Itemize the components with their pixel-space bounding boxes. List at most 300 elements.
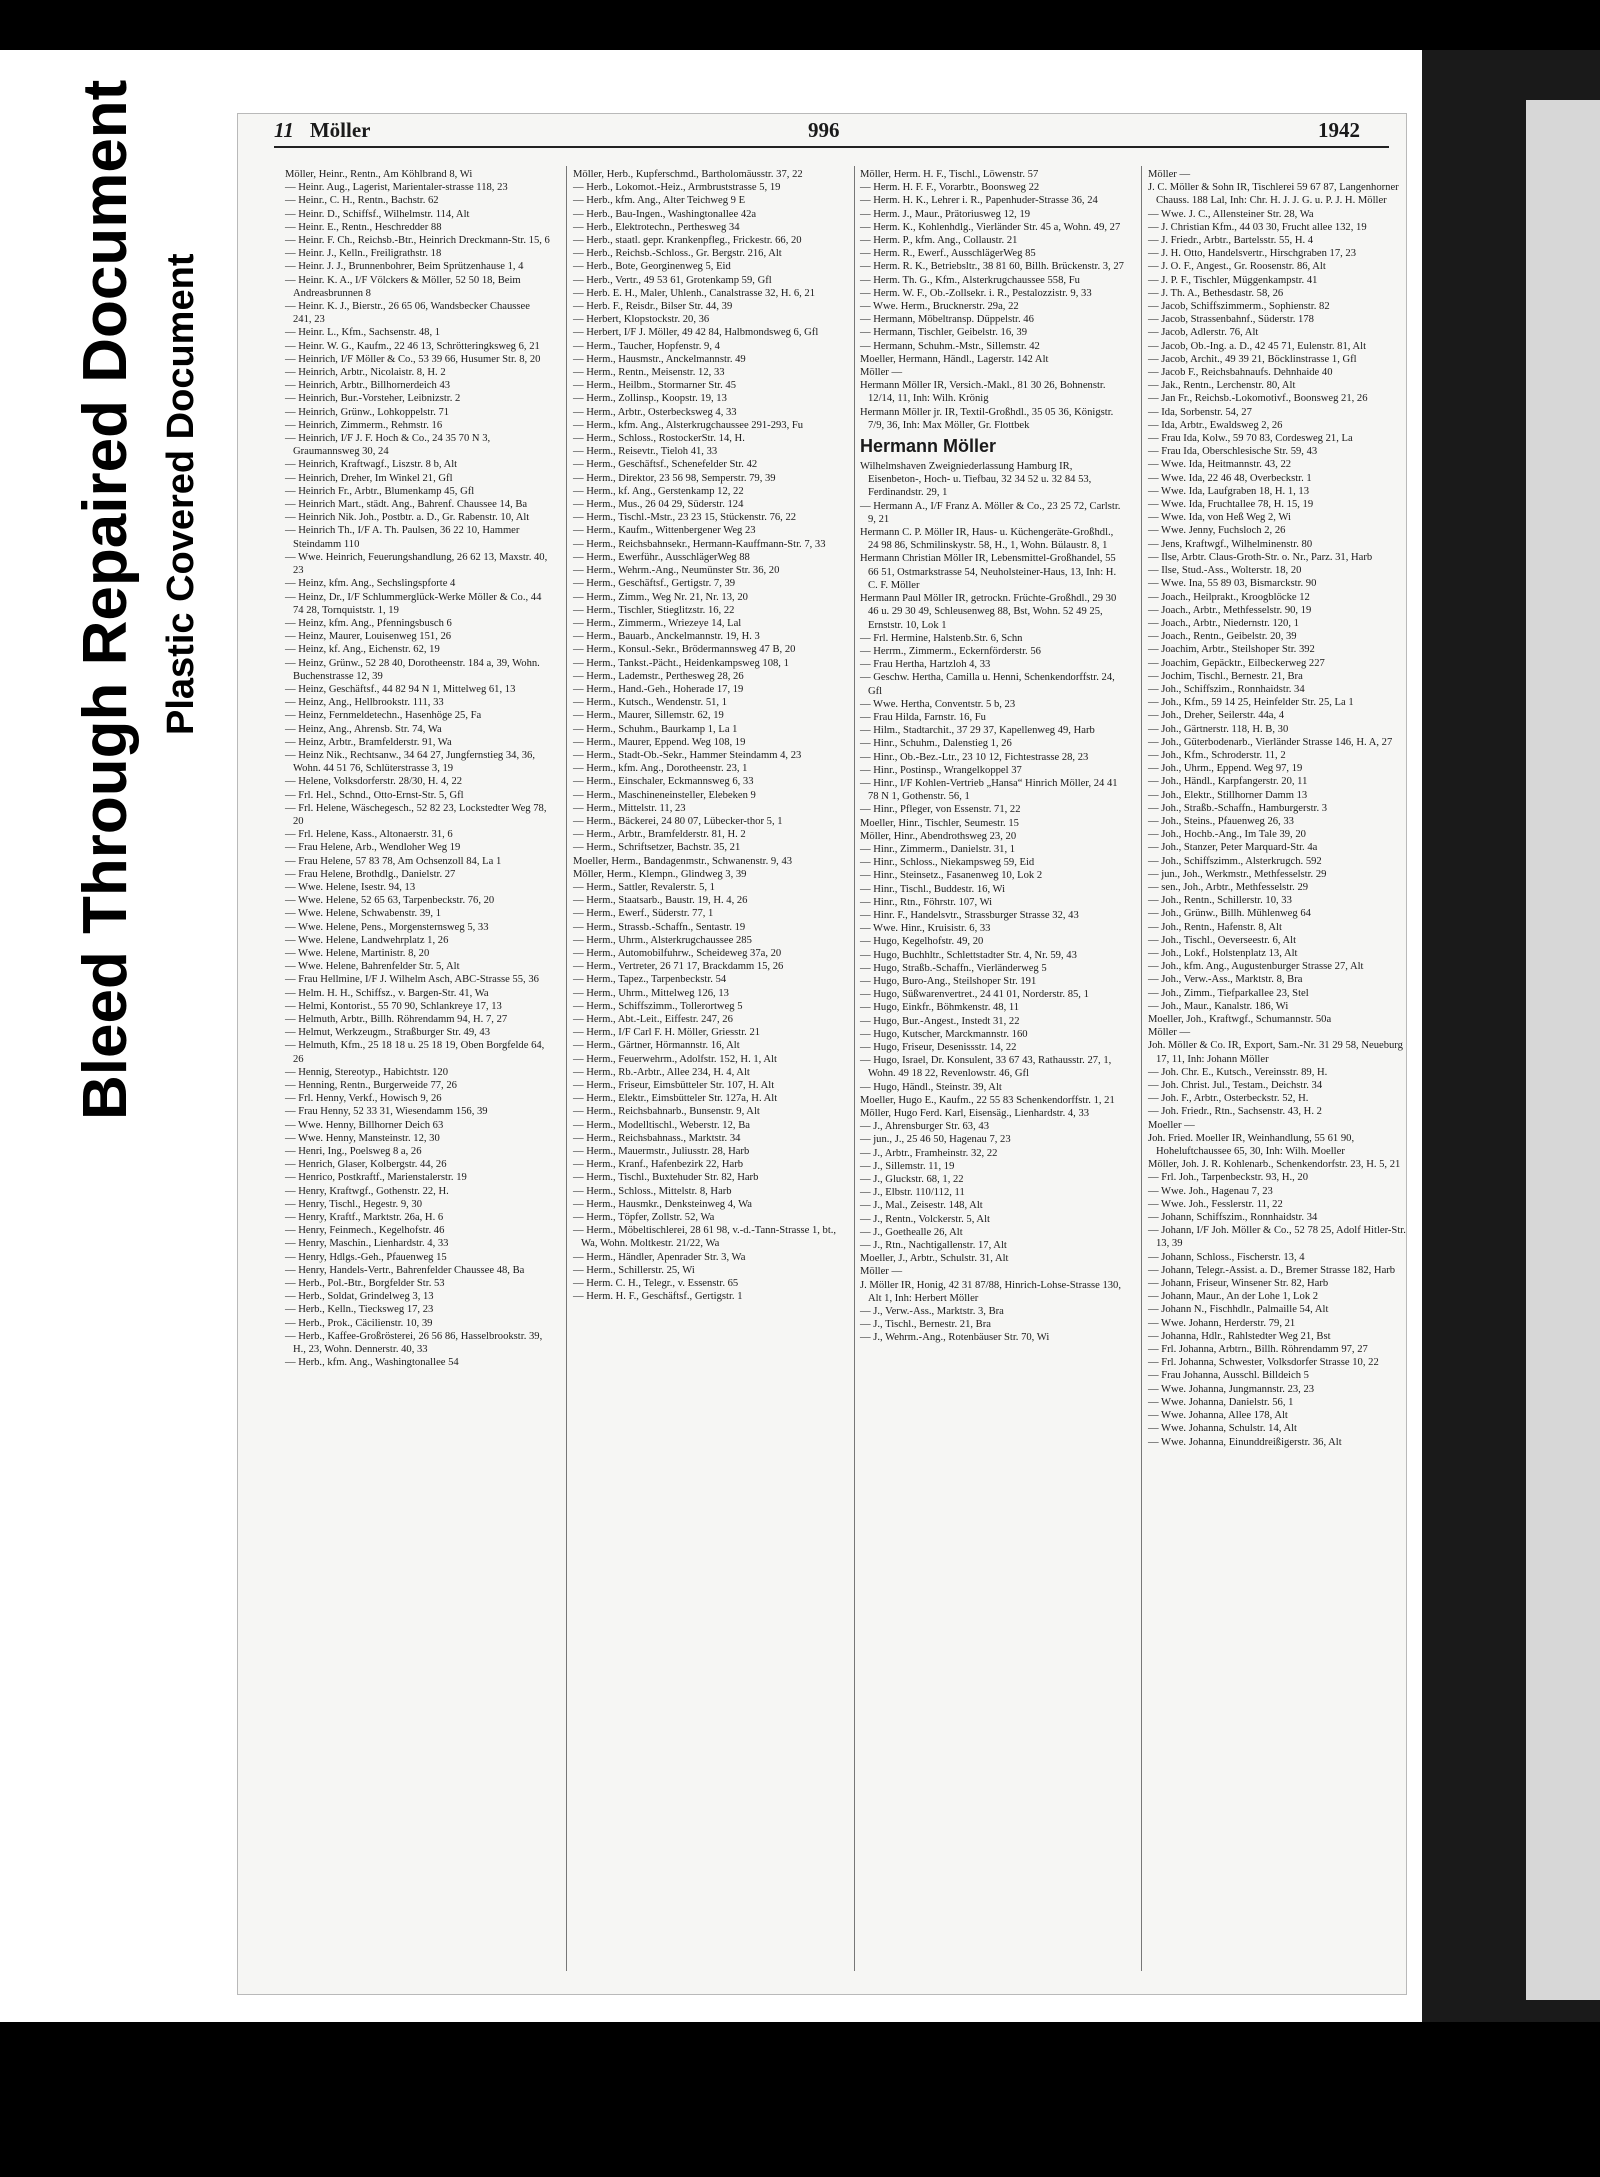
directory-entry: — Wwe. Johanna, Einunddreißigerstr. 36, Alt	[1148, 1436, 1342, 1448]
directory-entry: — Hugo, Friseur, Desenissstr. 14, 22	[860, 1042, 1017, 1053]
directory-entry: — Herm., Reichsbahnsekr., Hermann-Kauffmann-Str. 7, 33	[573, 538, 826, 550]
directory-entry: — Heinz, kfm. Ang., Pfenningsbusch 6	[285, 617, 452, 629]
directory-entry: — Herb., Kaffee-Großrösterei, 26 56 86, Hasselbrookstr. 39, H., 23, Wohn. Dennerstr. 40, 33	[285, 1330, 543, 1356]
directory-entry: — Wwe. Helene, Schwabenstr. 39, 1	[285, 908, 442, 920]
directory-entry: — Herm., Elektr., Eimsbütteler Str. 127a, H. Alt	[573, 1093, 778, 1105]
directory-entry: — Herm. R., Ewerf., AusschlägerWeg 85	[860, 248, 1036, 260]
directory-entry: — Helmuth, Arbtr., Billh. Röhrendamm 94, H. 7, 27	[285, 1014, 508, 1025]
directory-entry: — Wwe. Helene, Martinistr. 8, 20	[285, 947, 430, 959]
directory-entry: — Helene, Volksdorferstr. 28/30, H. 4, 22	[285, 776, 463, 788]
directory-entry: — Herm., Lademstr., Perthesweg 28, 26	[573, 670, 744, 682]
directory-entry: — Frl. Johanna, Schwester, Volksdorfer Strasse 10, 22	[1148, 1357, 1379, 1369]
directory-entry: — Jacob F., Reichsbahnaufs. Dehnhaide 40	[1148, 367, 1333, 379]
directory-entry: — Herm., Händler, Apenrader Str. 3, Wa	[573, 1251, 746, 1263]
directory-entry: — Herm., Tapez., Tarpenbeckstr. 54	[573, 974, 727, 986]
directory-entry: — J., Wehrm.-Ang., Rotenbäuser Str. 70, Wi	[860, 1332, 1050, 1344]
directory-entry: — Herm., Abt.-Leit., Eiffestr. 247, 26	[573, 1014, 733, 1025]
directory-entry: — Herb., kfm. Ang., Alter Teichweg 9 E	[573, 195, 746, 207]
directory-entry: — Herb. F., Reisdr., Bilser Str. 44, 39	[573, 301, 733, 313]
directory-entry: — Herb., Lokomot.-Heiz., Armbruststrasse 5, 19	[573, 182, 781, 194]
directory-entry: — Herm., Tischler, Stieglitzstr. 16, 22	[573, 604, 735, 616]
directory-entry: — J. H. Otto, Handelsvertr., Hirschgraben 17, 23	[1148, 248, 1357, 260]
directory-entry: — Frau Hertha, Hartzloh 4, 33	[860, 659, 991, 671]
directory-entry: — Herm. K., Kohlenhdlg., Vierländer Str. 45 a, Wohn. 49, 27	[860, 221, 1121, 233]
directory-entry: — Wwe. Jenny, Fuchsloch 2, 26	[1148, 525, 1286, 537]
directory-entry: Möller, Herm. H. F., Tischl., Löwenstr. 57	[860, 169, 1039, 180]
directory-entry: — J., Sillemstr. 11, 19	[860, 1160, 955, 1172]
directory-entry: — Joh. Christ. Jul., Testam., Deichstr. 34	[1148, 1080, 1323, 1092]
directory-entry: — Heinz, Ang., Ahrensb. Str. 74, Wa	[285, 723, 442, 735]
directory-entry: — Heinr., C. H., Rentn., Bachstr. 62	[285, 195, 439, 207]
directory-entry: — Herb., Reichsb.-Schloss., Gr. Bergstr. 216, Alt	[573, 248, 782, 260]
directory-entry: — Johann, Schiffszim., Ronnhaidstr. 34	[1148, 1212, 1318, 1224]
directory-entry: — Henning, Rentn., Burgerweide 77, 26	[285, 1080, 457, 1092]
directory-entry: — Hinr., Zimmerm., Danielstr. 31, 1	[860, 843, 1016, 855]
directory-entry: — Herm., Ewerf., Süderstr. 77, 1	[573, 908, 714, 920]
directory-entry: — Joh., kfm. Ang., Augustenburger Strasse 27, Alt	[1148, 961, 1364, 973]
directory-entry: Moeller, J., Arbtr., Schulstr. 31, Alt	[860, 1253, 1009, 1265]
directory-entry: — Herm., Zollinsp., Koopstr. 19, 13	[573, 393, 727, 405]
directory-entry: — Johann, Schloss., Fischerstr. 13, 4	[1148, 1251, 1305, 1263]
directory-entry: — Jak., Rentn., Lerchenstr. 80, Alt	[1148, 380, 1296, 392]
directory-entry: — Herm., Hausmstr., Anckelmannstr. 49	[573, 353, 746, 365]
directory-entry: — Herm., Reichsbahnarb., Bunsenstr. 9, Alt	[573, 1106, 760, 1118]
directory-entry: — Herm. Th. G., Kfm., Alsterkrugchaussee 558, Fu	[860, 274, 1080, 286]
directory-entry: — Herm., Ewerführ., AusschlägerWeg 88	[573, 551, 750, 563]
directory-entry: — Helm. H. H., Schiffsz., v. Bargen-Str. 41, Wa	[285, 987, 489, 999]
directory-entry: — Henry, Feinmech., Kegelhofstr. 46	[285, 1225, 445, 1237]
directory-entry: — Wwe. Ina, 55 89 03, Bismarckstr. 90	[1148, 578, 1317, 590]
directory-entry: — Herm., Schloss., Mittelstr. 8, Harb	[573, 1185, 732, 1197]
directory-entry: — J., Tischl., Bernestr. 21, Bra	[860, 1319, 991, 1331]
directory-entry: — Frl. Hermine, Halstenb.Str. 6, Schn	[860, 632, 1023, 644]
directory-entry: — Frl. Henny, Verkf., Howisch 9, 26	[285, 1093, 442, 1105]
directory-entry: — Herm., Gärtner, Hörmannstr. 16, Alt	[573, 1040, 740, 1052]
directory-entry: — Frau Johanna, Ausschl. Billdeich 5	[1148, 1370, 1309, 1382]
surname-heading: Möller	[309, 118, 371, 142]
directory-entry: — Herm., Strassb.-Schaffn., Sentastr. 19	[573, 921, 746, 933]
directory-entry: — Herm., Möbeltischlerei, 28 61 98, v.-d.-Tann-Strasse 1, bt., Wa, Wohn. Moltkestr. 21/22, Wa	[573, 1225, 837, 1250]
column-divider	[566, 166, 567, 1971]
directory-entry: — Heinr. F. Ch., Reichsb.-Btr., Heinrich Dreckmann-Str. 15, 6	[285, 235, 550, 247]
directory-entry: — Herm., Geschäftsf., Gertigstr. 7, 39	[573, 578, 736, 590]
directory-entry: — Herm., Kaufm., Wittenbergener Weg 23	[573, 525, 756, 537]
directory-entry: — Heinr. K. J., Bierstr., 26 65 06, Wandsbecker Chaussee 241, 23	[285, 301, 530, 326]
directory-entry: — Herb., Prok., Cäcilienstr. 10, 39	[285, 1317, 433, 1329]
directory-entry: Moeller, Joh., Kraftwgf., Schumannstr. 50a	[1148, 1014, 1332, 1025]
directory-entry: — Herm. H. K., Lehrer i. R., Papenhuder-Strasse 36, 24	[860, 195, 1098, 207]
directory-entry: — Herb., Bote, Georginenweg 5, Eid	[573, 261, 731, 273]
directory-entry: — Joh., Stanzer, Peter Marquard-Str. 4a	[1148, 842, 1318, 854]
directory-entry: — Herm., Modelltischl., Weberstr. 12, Ba	[573, 1119, 750, 1131]
directory-entry: — Herm., Mittelstr. 11, 23	[573, 802, 686, 814]
directory-entry: — Joh., Lokf., Holstenplatz 13, Alt	[1148, 947, 1298, 959]
directory-entry: — Hinr. F., Handelsvtr., Strassburger Strasse 32, 43	[860, 909, 1079, 921]
directory-entry: — Ida, Sorbenstr. 54, 27	[1148, 406, 1252, 418]
directory-entry: — Hugo, Kutscher, Marckmannstr. 160	[860, 1028, 1028, 1040]
directory-entry: — Herrm., Zimmerm., Eckernförderstr. 56	[860, 645, 1041, 657]
directory-entry: — Wwe. Herm., Brucknerstr. 29a, 22	[860, 301, 1019, 313]
directory-entry: — Herm., Automobilfuhrw., Scheideweg 37a, 20	[573, 947, 782, 959]
directory-entry: — Joh. Chr. E., Kutsch., Vereinsstr. 89, H.	[1148, 1066, 1328, 1078]
directory-entry: — Herb., Bau-Ingen., Washingtonallee 42a	[573, 208, 757, 220]
year: 1942	[1318, 118, 1360, 142]
directory-entry: — Herm., Kranf., Hafenbezirk 22, Harb	[573, 1159, 744, 1171]
directory-entry: — Herm., Bäckerei, 24 80 07, Lübecker-thor 5, 1	[573, 815, 783, 827]
directory-entry: — Herm., Uhrm., Mittelweg 126, 13	[573, 987, 729, 999]
directory-entry: — Frl. Joh., Tarpenbeckstr. 93, H., 20	[1148, 1172, 1309, 1184]
directory-entry: — Frl. Johanna, Arbtrn., Billh. Röhrendamm 97, 27	[1148, 1344, 1368, 1356]
directory-entry: — Jacob, Schiffszimmerm., Sophienstr. 82	[1148, 301, 1330, 313]
directory-entry: — Herm., Stadt-Ob.-Sekr., Hammer Steindamm 4, 23	[573, 749, 802, 761]
directory-entry: — Heinz, kfm. Ang., Sechslingspforte 4	[285, 578, 456, 590]
directory-entry: — Heinz, Fernmeldetechn., Hasenhöge 25, Fa	[285, 710, 482, 722]
directory-entry: — Johanna, Hdlr., Rahlstedter Weg 21, Bst	[1148, 1330, 1331, 1342]
directory-entry: — Herm. W. F., Ob.-Zollsekr. i. R., Pestalozzistr. 9, 33	[860, 287, 1092, 299]
directory-entry: — Jacob, Strassenbahnf., Süderstr. 178	[1148, 314, 1314, 326]
directory-entry: — Wwe. Henny, Billhorner Deich 63	[285, 1119, 444, 1131]
directory-entry: — Wwe. Ida, 22 46 48, Overbeckstr. 1	[1148, 472, 1312, 484]
directory-entry: — Herb., Vertr., 49 53 61, Grotenkamp 59, Gfl	[573, 274, 772, 286]
directory-entry: Hermann Möller jr. IR, Textil-Großhdl., 35 05 36, Königstr. 7/9, 36, Inh: Max Möller, Gr. Flottbek	[860, 406, 1114, 431]
directory-entry: — Wwe. Johanna, Schulstr. 14, Alt	[1148, 1423, 1297, 1435]
directory-entry: — Herm., kfm. Ang., Dorotheenstr. 23, 1	[573, 763, 748, 775]
directory-entry: — Herm., Schloss., RostockerStr. 14, H.	[573, 433, 745, 445]
directory-entry: — Herm., Tischl., Buxtehuder Str. 82, Harb	[573, 1172, 759, 1184]
directory-entry: Möller —	[860, 1266, 903, 1278]
directory-entry: — Hugo, Straßb.-Schaffn., Vierländerweg 5	[860, 962, 1047, 974]
directory-entry: — Herm., Reisevtr., Tieloh 41, 33	[573, 446, 718, 458]
directory-entry: — Heinz, Dr., I/F Schlummerglück-Werke Möller & Co., 44 74 28, Tornquiststr. 1, 19	[285, 591, 542, 616]
directory-entry: — Herm., Taucher, Hopfenstr. 9, 4	[573, 340, 720, 352]
directory-entry: — Herm., Vertreter, 26 71 17, Brackdamm 15, 26	[573, 961, 784, 973]
directory-entry: — Hilm., Stadtarchit., 37 29 37, Kapellenweg 49, Harb	[860, 725, 1095, 737]
directory-entry: — Jochim, Tischl., Bernestr. 21, Bra	[1148, 670, 1303, 682]
directory-entry: — Joh. Friedr., Rtn., Sachsenstr. 43, H. 2	[1148, 1106, 1322, 1118]
directory-entry: — Geschw. Hertha, Camilla u. Henni, Schenkendorffstr. 24, Gfl	[860, 672, 1115, 697]
directory-entry: — Joh., Dreher, Seilerstr. 44a, 4	[1148, 710, 1285, 722]
directory-entry: — Frau Henny, 52 33 31, Wiesendamm 156, 39	[285, 1106, 488, 1118]
directory-entry: — Jacob, Ob.-Ing. a. D., 42 45 71, Eulenstr. 81, Alt	[1148, 340, 1367, 352]
directory-entry: — Jacob, Adlerstr. 76, Alt	[1148, 327, 1259, 339]
directory-entry: — Frau Helene, Brothdlg., Danielstr. 27	[285, 868, 456, 880]
directory-entry: — Herm., Heilbm., Stormarner Str. 45	[573, 380, 737, 392]
directory-entry: — J. Christian Kfm., 44 03 30, Frucht allee 132, 19	[1148, 221, 1367, 233]
adjacent-page-edge	[1526, 100, 1600, 2000]
directory-entry: — Hermann, Schuhm.-Mstr., Sillemstr. 42	[860, 340, 1040, 352]
directory-entry: — Joh., Kfm., Schroderstr. 11, 2	[1148, 749, 1286, 761]
directory-entry: — Johann, Friseur, Winsener Str. 82, Harb	[1148, 1278, 1329, 1290]
directory-entry: — Joh., Uhrm., Eppend. Weg 97, 19	[1148, 763, 1303, 775]
directory-entry: — J. O. F., Angest., Gr. Roosenstr. 86, Alt	[1148, 261, 1326, 273]
directory-entry: — Heinr. W. G., Kaufm., 22 46 13, Schrötteringksweg 6, 21	[285, 340, 540, 352]
directory-entry: Hermann Christian Möller IR, Lebensmittel-Großhandel, 55 66 51, Ostmarkstrasse 54, Neuholsteiner-Haus, 13, Inh: H. C. F. Möller	[860, 553, 1117, 591]
directory-entry: Möller —	[1148, 1027, 1191, 1039]
directory-entry: — Hennig, Stereotyp., Habichtstr. 120	[285, 1066, 449, 1078]
directory-entry: — Heinr. D., Schiffsf., Wilhelmstr. 114, Alt	[285, 208, 470, 220]
directory-entry: — Frau Hilda, Farnstr. 16, Fu	[860, 711, 986, 723]
directory-entry: — Herbert, I/F J. Möller, 49 42 84, Halbmondsweg 6, Gfl	[573, 327, 819, 339]
directory-entry: Möller, Herb., Kupferschmd., Bartholomäusstr. 37, 22	[573, 169, 803, 180]
directory-entry: — Herm. H. F., Geschäftsf., Gertigstr. 1	[573, 1291, 743, 1303]
directory-entry: — J., Goethealle 26, Alt	[860, 1226, 963, 1238]
directory-entry: — jun., Joh., Werkmstr., Methfesselstr. 29	[1148, 868, 1327, 880]
directory-entry: — Henri, Ing., Poelsweg 8 a, 26	[285, 1146, 422, 1158]
directory-entry: — Herm., kf. Ang., Gerstenkamp 12, 22	[573, 485, 744, 497]
directory-entry: — sen., Joh., Arbtr., Methfesselstr. 29	[1148, 881, 1309, 893]
directory-entry: — Henry, Handels-Vertr., Bahrenfelder Chaussee 48, Ba	[285, 1264, 525, 1276]
scan-border-bottom	[0, 2022, 1600, 2177]
directory-entry: — J. Th. A., Bethesdastr. 58, 26	[1148, 287, 1284, 299]
directory-entry: — Johann N., Fischhdlr., Palmaille 54, Alt	[1148, 1304, 1329, 1316]
directory-entry: — jun., J., 25 46 50, Hagenau 7, 23	[860, 1134, 1011, 1146]
directory-entry: — Wwe. Johanna, Jungmannstr. 23, 23	[1148, 1383, 1315, 1395]
directory-entry: — Helmuth, Kfm., 25 18 18 u. 25 18 19, Oben Borgfelde 64, 26	[285, 1040, 545, 1065]
directory-entry: — Herm., Tankst.-Pächt., Heidenkampsweg 108, 1	[573, 657, 789, 669]
directory-entry: Möller —	[1148, 169, 1191, 180]
directory-entry: — Ilse, Arbtr. Claus-Groth-Str. o. Nr., Parz. 31, Harb	[1148, 551, 1373, 563]
directory-entry: — Herm., Rb.-Arbtr., Allee 234, H. 4, Alt	[573, 1066, 750, 1078]
directory-entry: — Herb., Kelln., Tiecksweg 17, 23	[285, 1304, 434, 1316]
directory-entry: J. Möller IR, Honig, 42 31 87/88, Hinrich-Lohse-Strasse 130, Alt 1, Inh: Herbert Möller	[860, 1279, 1121, 1304]
directory-entry: — Herm., Schuhm., Baurkamp 1, La 1	[573, 723, 738, 735]
directory-entry: — Herb., Pol.-Btr., Borgfelder Str. 53	[285, 1278, 445, 1290]
directory-entry: Moeller, Hermann, Händl., Lagerstr. 142 Alt	[860, 353, 1049, 365]
directory-entry: — Herm. C. H., Telegr., v. Essenstr. 65	[573, 1278, 739, 1290]
directory-entry: — Ilse, Stud.-Ass., Wolterstr. 18, 20	[1148, 565, 1302, 577]
directory-entry: — Herm., Schiffszimm., Tollerortweg 5	[573, 1000, 743, 1012]
directory-entry: — Herb., Soldat, Grindelweg 3, 13	[285, 1291, 434, 1303]
directory-entry: Wilhelmshaven Zweigniederlassung Hamburg IR, Eisenbeton-, Hoch- u. Tiefbau, 32 34 52 u. 32 84 53, Ferdinandstr. 29, 1	[860, 461, 1092, 499]
directory-entry: — Joh. F., Arbtr., Osterbeckstr. 52, H.	[1148, 1093, 1309, 1105]
directory-entry: — Wwe. Helene, Landwehrplatz 1, 26	[285, 934, 449, 946]
directory-column-4	[1148, 168, 1413, 1449]
directory-entry: Hermann Möller IR, Versich.-Makl., 81 30 26, Bohnenstr. 12/14, 11, Inh: Wilh. Krönig	[860, 380, 1106, 405]
directory-entry: — Henry, Maschin., Lienhardstr. 4, 33	[285, 1238, 449, 1250]
plastic-covered-label: Plastic Covered Document	[160, 253, 202, 735]
directory-entry: — Wwe. Johanna, Allee 178, Alt	[1148, 1410, 1288, 1422]
directory-entry: — Herm., I/F Carl F. H. Möller, Griesstr. 21	[573, 1027, 761, 1039]
directory-entry: — Wwe. Joh., Hagenau 7, 23	[1148, 1185, 1273, 1197]
directory-entry: — Joh., Rentn., Hafenstr. 8, Alt	[1148, 921, 1282, 933]
directory-entry: — Hinr., Ob.-Bez.-Ltr., 23 10 12, Fichtestrasse 28, 23	[860, 751, 1089, 763]
directory-entry: — Heinz Nik., Rechtsanw., 34 64 27, Jungfernstieg 34, 36, Wohn. 44 51 76, Schlüterstrasse 3, 19	[285, 749, 535, 775]
directory-entry: — Herm. H. F. F., Vorarbtr., Boonsweg 22	[860, 182, 1040, 194]
directory-entry: — Joh., Schiffszimm., Alsterkrugch. 592	[1148, 855, 1322, 867]
directory-entry: — Joh., Elektr., Stillhorner Damm 13	[1148, 789, 1308, 801]
directory-entry: — Herm., Reichsbahnass., Marktstr. 34	[573, 1132, 741, 1144]
directory-entry: — Heinz, Maurer, Louisenweg 151, 26	[285, 631, 452, 643]
directory-column-1	[285, 168, 550, 1369]
directory-entry: — Joh., Zimm., Tiefparkallee 23, Stel	[1148, 987, 1309, 999]
directory-entry: — Herm., Mauermstr., Juliusstr. 28, Harb	[573, 1146, 750, 1158]
directory-entry: — Herm., Bauarb., Anckelmannstr. 19, H. 3	[573, 631, 760, 643]
directory-entry: Möller, Heinr., Rentn., Am Köhlbrand 8, Wi	[285, 169, 473, 180]
directory-entry: — Frl. Hel., Schnd., Otto-Ernst-Str. 5, Gfl	[285, 789, 464, 801]
directory-entry: — J. Friedr., Arbtr., Bartelsstr. 55, H. 4	[1148, 235, 1314, 247]
directory-entry: — Herm., Hand.-Geh., Hoherade 17, 19	[573, 683, 744, 695]
directory-entry: — Henry, Hdlgs.-Geh., Pfauenweg 15	[285, 1251, 447, 1263]
directory-entry: — Ida, Arbtr., Ewaldsweg 2, 26	[1148, 419, 1283, 431]
directory-entry: — Joachim, Gepäcktr., Eilbeckerweg 227	[1148, 657, 1325, 669]
directory-entry: — Johann, Telegr.-Assist. a. D., Bremer Strasse 182, Harb	[1148, 1264, 1396, 1276]
page-header	[238, 114, 1406, 142]
directory-entry: — Joach., Arbtr., Niedernstr. 120, 1	[1148, 617, 1299, 629]
directory-entry: — Wwe. Ida, Heitmannstr. 43, 22	[1148, 459, 1292, 471]
directory-entry: — Hugo, Buro-Ang., Steilshoper Str. 191	[860, 975, 1037, 987]
directory-entry: — Heinr. Aug., Lagerist, Marientaler-strasse 118, 23	[285, 182, 508, 194]
directory-entry: — Heinrich Nik. Joh., Postbtr. a. D., Gr. Rabenstr. 10, Alt	[285, 512, 530, 524]
directory-entry: — Herb., kfm. Ang., Washingtonallee 54	[285, 1357, 459, 1369]
directory-entry: — J., Arbtr., Framheinstr. 32, 22	[860, 1147, 998, 1159]
directory-entry: — Joh., Straßb.-Schaffn., Hamburgerstr. 3	[1148, 802, 1328, 814]
directory-entry: — Johann, Maur., An der Lohe 1, Lok 2	[1148, 1291, 1319, 1303]
directory-entry: — Henry, Tischl., Hegestr. 9, 30	[285, 1198, 423, 1210]
directory-entry: — Hinr., Steinsetz., Fasanenweg 10, Lok 2	[860, 870, 1043, 882]
directory-entry: — Herm., Hausmkr., Denksteinweg 4, Wa	[573, 1198, 753, 1210]
directory-entry: — Wwe. J. C., Allensteiner Str. 28, Wa	[1148, 208, 1314, 220]
directory-entry: Joh. Möller & Co. IR, Export, Sam.-Nr. 31 29 58, Neueburg 17, 11, Inh: Johann Möller	[1148, 1040, 1403, 1065]
directory-entry: — Joach., Rentn., Geibelstr. 20, 39	[1148, 631, 1297, 643]
directory-entry: — Herm., Einschaler, Eckmannsweg 6, 33	[573, 776, 754, 788]
directory-entry: — Herm., Direktor, 23 56 98, Semperstr. 79, 39	[573, 472, 776, 484]
column-divider	[854, 166, 855, 1971]
directory-entry: Möller, Herm., Klempn., Glindweg 3, 39	[573, 868, 747, 880]
directory-entry: — Herm., Maurer, Eppend. Weg 108, 19	[573, 736, 746, 748]
directory-entry: — Wwe. Henny, Mansteinstr. 12, 30	[285, 1132, 440, 1144]
directory-entry: — Heinrich, Grünw., Lohkoppelstr. 71	[285, 406, 450, 418]
header-rule	[274, 146, 1389, 148]
directory-entry: — Heinr. L., Kfm., Sachsenstr. 48, 1	[285, 327, 441, 339]
directory-entry: — Frau Ida, Kolw., 59 70 83, Cordesweg 21, La	[1148, 433, 1353, 445]
directory-entry: — Joh., Gärtnerstr. 118, H. B, 30	[1148, 723, 1289, 735]
directory-entry: — Heinr. J., Kelln., Freiligrathstr. 18	[285, 248, 442, 260]
directory-entry: — Joach., Heilprakt., Kroogblöcke 12	[1148, 591, 1310, 603]
directory-entry: — Herb., staatl. gepr. Krankenpfleg., Frickestr. 66, 20	[573, 235, 802, 247]
directory-entry: — Jacob, Archit., 49 39 21, Böcklinstrasse 1, Gfl	[1148, 353, 1357, 365]
directory-entry: — Jens, Kraftwgf., Wilhelminenstr. 80	[1148, 538, 1313, 550]
directory-entry: — Frau Helene, 57 83 78, Am Ochsenzoll 84, La 1	[285, 855, 502, 867]
column-divider	[1141, 166, 1142, 1971]
directory-entry: — Helmut, Werkzeugm., Straßburger Str. 49, 43	[285, 1027, 491, 1039]
directory-entry: Möller, Hugo Ferd. Karl, Eisensäg., Lienhardstr. 4, 33	[860, 1108, 1090, 1120]
page-number: 996	[808, 118, 840, 142]
directory-entry: — Wwe. Johanna, Danielstr. 56, 1	[1148, 1396, 1294, 1408]
directory-entry: — Herm. R. K., Betriebsltr., 38 81 60, Billh. Brückenstr. 3, 27	[860, 261, 1124, 273]
directory-entry: — Herm., Maschineneinsteller, Elebeken 9	[573, 789, 756, 801]
directory-entry: — Herm., Friseur, Eimsbütteler Str. 107, H. Alt	[573, 1080, 775, 1092]
directory-entry: Hermann Möller	[860, 436, 997, 457]
directory-entry: — Hinr., Postinsp., Wrangelkoppel 37	[860, 764, 1022, 776]
directory-entry: J. C. Möller & Sohn IR, Tischlerei 59 67 87, Langenhorner Chauss. 188 Lal, Inh: Chr. H. J. J. G. u. P. J. H. Möller	[1148, 182, 1399, 207]
directory-entry: — Henrich, Glaser, Kolbergstr. 44, 26	[285, 1159, 447, 1171]
directory-entry: — Herm., Schillerstr. 25, Wi	[573, 1264, 695, 1276]
directory-entry: — Frau Helene, Arb., Wendloher Weg 19	[285, 842, 461, 854]
directory-entry: — Helmi, Kontorist., 55 70 90, Schlankreye 17, 13	[285, 1000, 502, 1012]
directory-entry: — Herm., Arbtr., Osterbecksweg 4, 33	[573, 406, 737, 418]
directory-entry: — Hinr., Schloss., Niekampsweg 59, Eid	[860, 857, 1035, 869]
directory-entry: — Hermann, Tischler, Geibelstr. 16, 39	[860, 327, 1028, 339]
directory-entry: — Hinr., Schuhm., Dalenstieg 1, 26	[860, 738, 1012, 750]
directory-entry: — Joh., Maur., Kanalstr. 186, Wi	[1148, 1000, 1289, 1012]
bleed-through-label: Bleed Through Repaired Document	[71, 79, 140, 1120]
directory-entry: — Herm. J., Maur., Prätoriusweg 12, 19	[860, 208, 1031, 220]
directory-entry: Moeller —	[1148, 1119, 1195, 1131]
directory-entry: — Hinr., I/F Kohlen-Vertrieb „Hansa“ Hinrich Möller, 24 41 78 N 1, Gothenstr. 56, 1	[860, 777, 1118, 803]
directory-entry: — Herm., Mus., 26 04 29, Süderstr. 124	[573, 499, 744, 511]
directory-entry: — Herm., Zimmerm., Wriezeye 14, Lal	[573, 617, 742, 629]
directory-entry: — Heinrich, Arbtr., Billhornerdeich 43	[285, 380, 451, 392]
directory-entry: — Herm., Staatsarb., Baustr. 19, H. 4, 26	[573, 895, 748, 907]
scan-border-top	[0, 0, 1600, 50]
directory-entry: — Wwe. Johann, Herderstr. 79, 21	[1148, 1317, 1296, 1329]
directory-entry: — Heinz, Ang., Hellbrookstr. 111, 33	[285, 697, 444, 709]
directory-entry: — Hugo, Buchhltr., Schlettstadter Str. 4, Nr. 59, 43	[860, 949, 1077, 961]
directory-entry: — Joh., Verw.-Ass., Marktstr. 8, Bra	[1148, 974, 1303, 986]
directory-entry: — Wwe. Hertha, Conventstr. 5 b, 23	[860, 698, 1016, 710]
directory-entry: — Wwe. Heinrich, Feuerungshandlung, 26 62 13, Maxstr. 40, 23	[285, 551, 548, 577]
directory-entry: — Joh., Güterbodenarb., Vierländer Strasse 146, H. A, 27	[1148, 736, 1393, 748]
directory-entry: — Herm., kfm. Ang., Alsterkrugchaussee 291-293, Fu	[573, 419, 804, 431]
directory-entry: — Heinz, Geschäftsf., 44 82 94 N 1, Mittelweg 61, 13	[285, 683, 516, 695]
directory-entry: — Henry, Kraftf., Marktstr. 26a, H. 6	[285, 1212, 444, 1224]
directory-entry: — Herm., Wehrm.-Ang., Neumünster Str. 36, 20	[573, 565, 780, 577]
directory-entry: Möller —	[860, 367, 903, 379]
directory-entry: — Joach., Arbtr., Methfesselstr. 90, 19	[1148, 604, 1312, 616]
directory-entry: — Herm., Rentn., Meisenstr. 12, 33	[573, 367, 725, 379]
directory-entry: — Herm., Zimm., Weg Nr. 21, Nr. 13, 20	[573, 591, 748, 603]
directory-entry: — Wwe. Ida, Laufgraben 18, H. 1, 13	[1148, 485, 1310, 497]
directory-entry: — J. P. F., Tischler, Müggenkampstr. 41	[1148, 274, 1318, 286]
directory-entry: — Hugo, Israel, Dr. Konsulent, 33 67 43, Rathausstr. 27, 1, Wohn. 49 18 22, Revenlowstr. 46, Gfl	[860, 1055, 1112, 1080]
directory-entry: — Henrico, Postkraftf., Marienstalerstr. 19	[285, 1172, 467, 1184]
directory-entry: — Herb., Elektrotechn., Perthesweg 34	[573, 221, 740, 233]
directory-entry: — Joh., Händl., Karpfangerstr. 20, 11	[1148, 776, 1308, 788]
directory-entry: — Herm., Feuerwehrm., Adolfstr. 152, H. 1, Alt	[573, 1053, 777, 1065]
directory-entry: — Heinrich Mart., städt. Ang., Bahrenf. Chaussee 14, Ba	[285, 499, 528, 511]
directory-column-3	[860, 168, 1125, 1345]
directory-entry: — Hugo, Einkfr., Böhmkenstr. 48, 11	[860, 1002, 1020, 1014]
directory-entry: — Hinr., Tischl., Buddestr. 16, Wi	[860, 883, 1006, 895]
directory-entry: Joh. Fried. Moeller IR, Weinhandlung, 55 61 90, Hoheluftchaussee 65, 30, Inh: Wilh. Moeller	[1148, 1132, 1355, 1158]
directory-entry: Möller, Joh. J. R. Kohlenarb., Schenkendorfstr. 23, H. 5, 21	[1148, 1159, 1401, 1171]
directory-entry: — Herm., Arbtr., Bramfelderstr. 81, H. 2	[573, 829, 746, 841]
directory-entry: — Heinz, Arbtr., Bramfelderstr. 91, Wa	[285, 736, 452, 748]
directory-entry: — Heinrich, Zimmerm., Rehmstr. 16	[285, 419, 443, 431]
directory-entry: — J., Rtn., Nachtigallenstr. 17, Alt	[860, 1240, 1007, 1252]
directory-entry: — J., Gluckstr. 68, 1, 22	[860, 1174, 964, 1186]
directory-entry: Moeller, Herm., Bandagenmstr., Schwanenstr. 9, 43	[573, 855, 793, 867]
directory-entry: — Joh., Schiffszim., Ronnhaidstr. 34	[1148, 683, 1305, 695]
directory-entry: — Heinz, Grünw., 52 28 40, Dorotheenstr. 184 a, 39, Wohn. Buchenstrasse 12, 39	[285, 657, 540, 682]
directory-entry: — Wwe. Helene, 52 65 63, Tarpenbeckstr. 76, 20	[285, 895, 495, 907]
directory-entry: — Johann, I/F Joh. Möller & Co., 52 78 25, Adolf Hitler-Str. 13, 39	[1148, 1225, 1406, 1250]
directory-entry: — Henry, Kraftwgf., Gothenstr. 22, H.	[285, 1185, 449, 1197]
directory-entry: — Heinr. K. A., I/F Völckers & Möller, 52 50 18, Beim Andreasbrunnen 8	[285, 274, 521, 299]
directory-entry: — Frau Ida, Oberschlesische Str. 59, 43	[1148, 446, 1318, 458]
directory-entry: Moeller, Hinr., Tischler, Seumestr. 15	[860, 817, 1019, 829]
directory-entry: — Joachim, Arbtr., Steilshoper Str. 392	[1148, 644, 1315, 656]
directory-entry: — Hugo, Süßwarenvertret., 24 41 01, Norderstr. 85, 1	[860, 989, 1089, 1001]
directory-entry: — Hermann, Möbeltransp. Düppelstr. 46	[860, 314, 1034, 326]
directory-entry: — Joh., Steins., Pfauenweg 26, 33	[1148, 815, 1294, 827]
directory-entry: — Heinrich, Kraftwagf., Liszstr. 8 b, Alt	[285, 459, 458, 471]
directory-entry: — Joh., Tischl., Oeverseestr. 6, Alt	[1148, 934, 1297, 946]
directory-entry: — Heinrich, Bur.-Vorsteher, Leibnizstr. 2	[285, 393, 461, 405]
directory-entry: — Frl. Helene, Wäschegesch., 52 82 23, Lockstedter Weg 78, 20	[285, 802, 547, 827]
directory-entry: — Herm., Tischl.-Mstr., 23 23 15, Stückenstr. 76, 22	[573, 512, 797, 524]
directory-entry: — Herm., Töpfer, Zollstr. 52, Wa	[573, 1212, 715, 1224]
